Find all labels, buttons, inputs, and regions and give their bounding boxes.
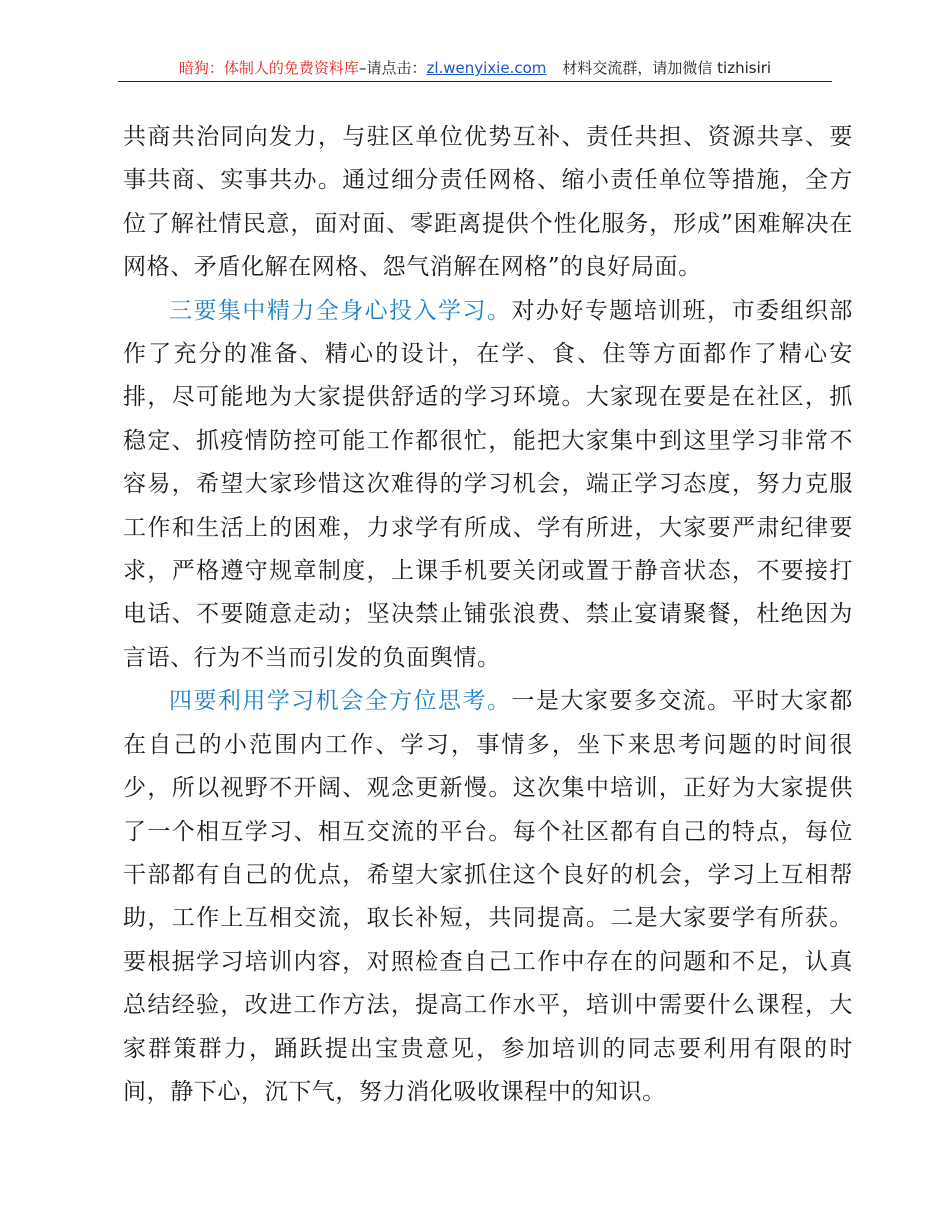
paragraph-text: 对办好专题培训班，市委组织部作了充分的准备、精心的设计，在学、食、住等方面都作了精心安排，尽可能地为大家提供舒适的学习环境。大家现在要是在社区，抓稳定、抓疫情防控可能工作都很忙，能把大家集中到这里学习非常不容易，希望大家珍惜这次难得的学习机会，端正学习态度，努力克服工作和生活上的困难，力求学有所成、学有所进，大家要严肃纪律要求，严格遵守规章制度，上课手机要关闭或置于静音状态，不要接打电话、不要随意走动；坚决禁止铺张浪费、禁止宴请聚餐，杜绝因为言语、行为不当而引发的负面舆情。: [123, 297, 854, 671]
paragraph-fourth-point: [123, 680, 853, 1114]
paragraph-lead-heading: 三要集中精力全身心投入学习。: [169, 297, 512, 324]
paragraph-text: 一是大家要多交流。平时大家都在自己的小范围内工作、学习，事情多，坐下来思考问题的时间很少，所以视野不开阔、观念更新慢。这次集中培训，正好为大家提供了一个相互学习、相互交流的平台。每个社区都有自己的特点，每位干部都有自己的优点，希望大家抓住这个良好的机会，学习上互相帮助，工作上互相交流，取长补短，共同提高。二是大家要学有所获。要根据学习培训内容，对照检查自己工作中存在的问题和不足，认真总结经验，改进工作方法，提高工作水平，培训中需要什么课程，大家群策群力，踊跃提出宝贵意见，参加培训的同志要利用有限的时间，静下心，沉下气，努力消化吸收课程中的知识。: [123, 688, 854, 1105]
paragraph-third-point: [123, 290, 853, 681]
document-body: [123, 116, 853, 1114]
paragraph-lead-heading: 四要利用学习机会全方位思考。: [169, 688, 512, 715]
page-header: [118, 55, 832, 82]
paragraph-continued: [123, 116, 853, 290]
header-group-text: 材料交流群，请加微信 tizhisiri: [562, 59, 772, 77]
paragraph-text: 共商共治同向发力，与驻区单位优势互补、责任共担、资源共享、要事共商、实事共办。通过细分责任网格、缩小责任单位等措施，全方位了解社情民意，面对面、零距离提供个性化服务，形成”困难解决在网格、矛盾化解在网格、怨气消解在网格”的良好局面。: [123, 124, 853, 281]
header-url-link[interactable]: zl.wenyixie.com: [426, 59, 547, 77]
header-site-name: 暗狗：体制人的免费资料库: [178, 59, 359, 77]
header-click-prefix: –请点击：: [358, 59, 427, 77]
